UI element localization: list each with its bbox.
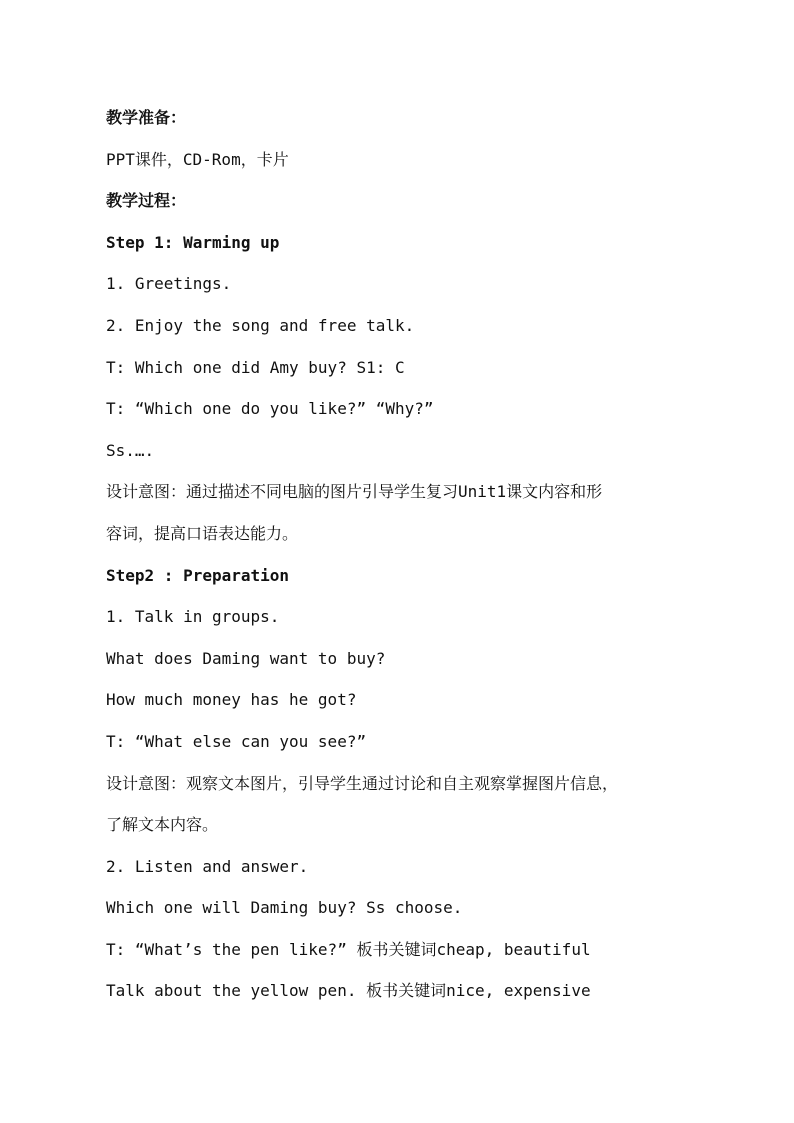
text-line: 1. Talk in groups.	[106, 607, 280, 627]
text-line: T: “Which one do you like?” “Why?”	[106, 399, 434, 419]
section-heading-preparation: 教学准备：	[106, 108, 187, 127]
design-intent-line: 容词，提高口语表达能力。	[106, 523, 299, 543]
text-line: Which one will Daming buy? Ss choose.	[106, 898, 463, 918]
text-line: 2. Enjoy the song and free talk.	[106, 315, 415, 335]
text-line: T: “What’s the pen like?” 板书关键词cheap, beautiful	[106, 939, 591, 959]
design-intent-line: 设计意图：通过描述不同电脑的图片引导学生复习Unit1课文内容和形	[106, 482, 603, 502]
text-line: Talk about the yellow pen. 板书关键词nice, expensive	[106, 981, 591, 1001]
text-line: 2. Listen and answer.	[106, 856, 309, 876]
section-heading-process: 教学过程：	[106, 191, 187, 211]
materials-line: PPT课件，CD-Rom，卡片	[106, 149, 289, 169]
document-body	[106, 104, 706, 1019]
text-line: How much money has he got?	[106, 690, 357, 710]
step-heading-warming-up: Step 1: Warming up	[106, 232, 280, 252]
text-line: What does Daming want to buy?	[106, 648, 386, 668]
text-line: 1. Greetings.	[106, 274, 232, 294]
design-intent-line: 了解文本内容。	[106, 815, 219, 835]
text-line: Ss.….	[106, 440, 155, 460]
text-line: T: Which one did Amy buy? S1: C	[106, 357, 405, 377]
design-intent-line: 设计意图：观察文本图片，引导学生通过讨论和自主观察掌握图片信息，	[106, 773, 619, 793]
text-line: T: “What else can you see?”	[106, 731, 367, 751]
step-heading-preparation: Step2 : Preparation	[106, 565, 290, 585]
